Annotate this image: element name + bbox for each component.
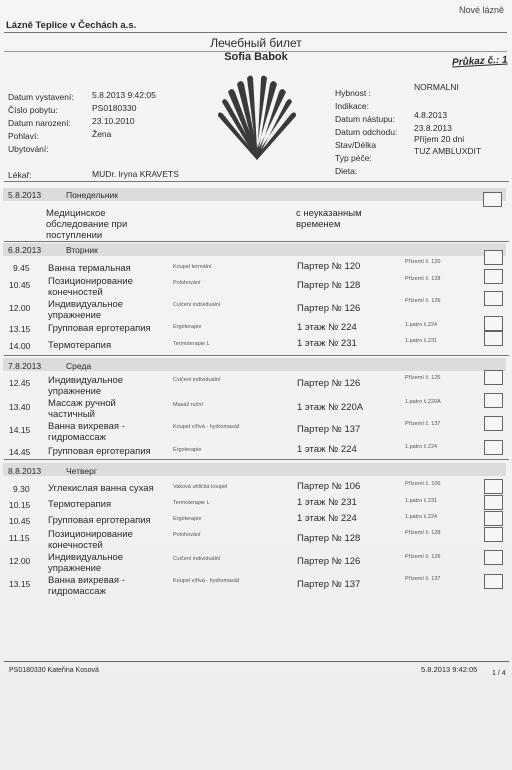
stay-number-value: PS0180330 — [92, 103, 137, 113]
patient-name: Sofia Babok — [224, 51, 288, 63]
diet-label: Dieta: — [335, 166, 358, 176]
footer-left: PS0180330 Kateřina Kosová — [9, 667, 99, 674]
row-procedure: Индивидуальное упражнение — [48, 552, 124, 574]
row-czech: Koupel termální — [173, 264, 212, 270]
day-date: 5.8.2013 — [8, 190, 42, 200]
footer-datetime: 5.8.2013 9:42:05 — [421, 665, 478, 674]
care-type-value: TUZ AMBLUXDIT — [414, 146, 482, 156]
row-room: Партер № 126 — [297, 303, 361, 314]
row-room: 1 этаж № 224 — [297, 322, 357, 333]
mobility-label: Hybnost : — [335, 88, 371, 98]
checkbox[interactable] — [484, 416, 503, 431]
row-procedure: Групповая ерготерапия — [48, 515, 151, 526]
spa-name: Lázně Teplice v Čechách a.s. — [6, 20, 137, 31]
row-time: 13.15 — [9, 579, 31, 589]
row-time: 10.15 — [9, 500, 31, 510]
status-length-value: Příjem 20 dni — [414, 134, 465, 144]
row-time: 10.45 — [9, 516, 31, 526]
checkbox[interactable] — [484, 370, 503, 385]
checkbox[interactable] — [484, 550, 503, 565]
checkbox[interactable] — [483, 192, 502, 207]
row-procedure: Ванна вихревая - гидромассаж — [48, 575, 125, 597]
row-room: 1 этаж № 231 — [297, 338, 357, 349]
day-weekday: Среда — [66, 361, 92, 371]
row-czech: Masáž ruční — [173, 402, 203, 408]
doctor-value: MUDr. Iryna KRAVETS — [92, 169, 179, 179]
row-czech: Ergoterapie — [173, 324, 202, 330]
row-room-cz: Přízemí č. 137 — [405, 576, 441, 582]
birth-date-label: Datum narození: — [8, 118, 71, 128]
row-czech: Cvičení individuální — [173, 556, 221, 562]
row-room: Партер № 106 — [297, 481, 361, 492]
row-time: 9.45 — [13, 263, 30, 273]
checkbox[interactable] — [484, 291, 503, 306]
row-room-cz: Přízemí č. 126 — [405, 375, 441, 381]
row-room: Партер № 120 — [297, 261, 361, 272]
day-date: 6.8.2013 — [8, 245, 42, 255]
row-room-cz: 1.patro č.224 — [405, 514, 438, 520]
corner-label: Nové lázně — [459, 5, 505, 15]
checkbox[interactable] — [484, 316, 503, 331]
checkbox[interactable] — [484, 511, 503, 526]
row-room-cz: 1.patro č.231 — [405, 338, 438, 344]
status-length-label: Stav/Délka — [335, 140, 377, 150]
row-room-cz: Přízemí č. 120 — [405, 259, 441, 265]
indication-label: Indikace: — [335, 101, 370, 111]
row-room: Партер № 137 — [297, 579, 361, 590]
footer-page: 1 / 4 — [492, 670, 506, 677]
checkbox[interactable] — [484, 440, 503, 455]
row-czech: Polohování — [173, 532, 201, 538]
card-title: Лечебный билет — [210, 36, 302, 50]
row-time: 14.00 — [9, 341, 31, 351]
exam-procedure: Медицинское обследование при поступлении — [46, 208, 128, 241]
row-procedure: Индивидуальное упражнение — [48, 299, 124, 321]
row-time: 13.15 — [9, 324, 31, 334]
gender-label: Pohlaví: — [8, 131, 39, 141]
day-date: 7.8.2013 — [8, 361, 42, 371]
row-czech: Koupel vířivá - hydromasáž — [173, 424, 240, 430]
row-room: Партер № 128 — [297, 280, 361, 291]
card-number-label: Průkaz č.: 1 — [451, 54, 508, 69]
spa-logo-icon — [216, 72, 298, 164]
row-room: Партер № 137 — [297, 424, 361, 435]
row-room-cz: Přízemí č. 126 — [405, 554, 441, 560]
day-weekday: Понедельник — [66, 190, 119, 200]
row-czech: Termoterapie L — [173, 500, 210, 506]
row-procedure: Позиционирование конечностей — [48, 276, 133, 298]
issue-date-value: 5.8.2013 9:42:05 — [92, 90, 156, 100]
checkbox[interactable] — [484, 250, 503, 265]
row-procedure: Ванна вихревая - гидромассаж — [48, 421, 125, 443]
day-weekday: Четверг — [66, 466, 97, 476]
row-room: 1 этаж № 220A — [297, 402, 364, 413]
row-room-cz: Přízemí č. 137 — [405, 421, 441, 427]
row-time: 10.45 — [9, 280, 31, 290]
doctor-label: Lékař: — [8, 170, 32, 180]
mobility-value: NORMALNI — [414, 82, 459, 92]
arrival-date-label: Datum nástupu: — [335, 114, 396, 124]
row-room: Партер № 128 — [297, 533, 361, 544]
row-procedure: Массаж ручной частичный — [48, 398, 116, 420]
row-czech: Koupel vířivá - hydromasáž — [173, 578, 240, 584]
checkbox[interactable] — [484, 527, 503, 542]
care-type-label: Typ péče: — [335, 153, 372, 163]
day-weekday: Вторник — [66, 245, 98, 255]
row-procedure: Индивидуальное упражнение — [48, 375, 124, 397]
checkbox[interactable] — [484, 331, 503, 346]
row-time: 11.15 — [9, 533, 30, 543]
gender-value: Žena — [92, 129, 112, 139]
row-room-cz: 1.patro č.224 — [405, 444, 438, 450]
row-czech: Ergoterapie — [173, 447, 202, 453]
stay-number-label: Číslo pobytu: — [8, 105, 58, 115]
row-procedure: Групповая ерготерапия — [48, 446, 151, 457]
row-room: 1 этаж № 231 — [297, 497, 357, 508]
row-room-cz: Přízemí č. 128 — [405, 530, 441, 536]
row-procedure: Групповая ерготерапия — [48, 323, 151, 334]
row-room: Партер № 126 — [297, 556, 361, 567]
row-room-cz: Přízemí č. 126 — [405, 298, 441, 304]
row-czech: Cvičení individuální — [173, 377, 221, 383]
row-room-cz: 1.patro č.220A — [405, 399, 441, 405]
row-procedure: Позиционирование конечностей — [48, 529, 133, 551]
checkbox[interactable] — [484, 269, 503, 284]
checkbox[interactable] — [484, 393, 503, 408]
exam-note: с неуказанным временем — [296, 208, 362, 230]
row-time: 14.45 — [9, 447, 31, 457]
row-procedure: Ванна термальная — [48, 263, 131, 274]
accommodation-label: Ubytování: — [8, 144, 49, 154]
row-czech: Polohování — [173, 280, 201, 286]
row-time: 14.15 — [9, 425, 31, 435]
issue-date-label: Datum vystavení: — [8, 92, 74, 102]
row-czech: Vaková uhličitá koupel — [173, 484, 228, 490]
row-time: 12.00 — [9, 556, 31, 566]
row-czech: Cvičení individuální — [173, 302, 221, 308]
row-procedure: Термотерапия — [48, 499, 112, 510]
row-time: 12.45 — [9, 378, 31, 388]
departure-date-value: 23.8.2013 — [414, 123, 452, 133]
row-room: Партер № 126 — [297, 378, 361, 389]
row-procedure: Термотерапия — [48, 340, 112, 351]
row-procedure: Углекислая ванна сухая — [48, 483, 154, 494]
row-room-cz: Přízemí č. 106 — [405, 481, 441, 487]
row-room: 1 этаж № 224 — [297, 444, 357, 455]
row-room-cz: 1.patro č.231 — [405, 498, 438, 504]
arrival-date-value: 4.8.2013 — [414, 110, 448, 120]
row-time: 12.00 — [9, 303, 31, 313]
checkbox[interactable] — [484, 479, 503, 494]
row-room: 1 этаж № 224 — [297, 513, 357, 524]
birth-date-value: 23.10.2010 — [92, 116, 135, 126]
row-room-cz: Přízemí č. 128 — [405, 276, 441, 282]
row-czech: Termoterapie L — [173, 341, 210, 347]
checkbox[interactable] — [484, 495, 503, 510]
row-time: 9.30 — [13, 484, 30, 494]
day-date: 8.8.2013 — [8, 466, 42, 476]
departure-date-label: Datum odchodu: — [335, 127, 398, 137]
checkbox[interactable] — [484, 574, 503, 589]
row-room-cz: 1.patro č.224 — [405, 322, 438, 328]
row-czech: Ergoterapie — [173, 516, 202, 522]
row-time: 13.40 — [9, 402, 31, 412]
